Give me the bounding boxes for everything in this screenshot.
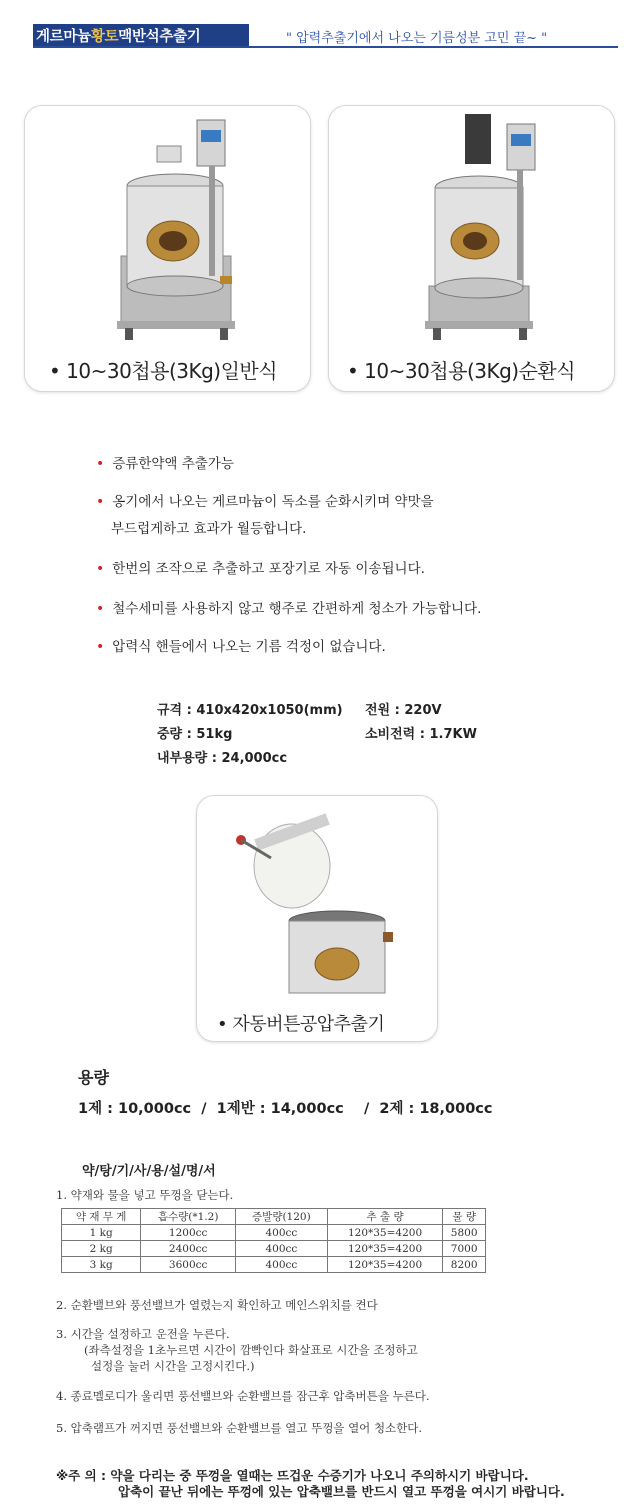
table-row — [62, 1225, 486, 1241]
table-header-row — [62, 1209, 486, 1225]
spec-size: 규격 : 410x420x1050(mm) — [157, 703, 343, 718]
feature-item — [96, 597, 481, 617]
capacity-heading: 용량 — [78, 1068, 109, 1087]
feature-item — [96, 452, 234, 472]
feature-text: 철수세미를 사용하지 않고 행주로 간편하게 청소가 가능합니다. — [112, 601, 482, 617]
table-cell: 8200 — [443, 1257, 486, 1273]
title-part-2: 맥반석추출기 — [118, 29, 201, 45]
feature-text: 압력식 핸들에서 나오는 기름 걱정이 없습니다. — [112, 639, 386, 655]
table-cell: 400cc — [236, 1257, 328, 1273]
spec-inner-capacity: 내부용량 : 24,000cc — [157, 751, 288, 766]
table-header-cell: 증발량(120) — [236, 1209, 328, 1225]
extractor-general-image — [25, 106, 310, 356]
capacity-values: 1제 : 10,000cc / 1제반 : 14,000cc / 2제 : 18,000cc — [78, 1101, 493, 1117]
manual-step-4: 4. 종료멜로디가 울리면 풍선밸브와 순환밸브를 잠근후 압축버튼을 누른다. — [56, 1389, 430, 1403]
bullet-icon: • — [96, 456, 105, 472]
header-slogan: " 압력추출기에서 나오는 기름성분 고민 끝~ " — [286, 31, 548, 46]
title-highlight: 황토 — [90, 29, 119, 45]
manual-step-3-note: 설정을 눌러 시간을 고정시킨다.) — [91, 1359, 255, 1373]
table-row — [62, 1241, 486, 1257]
manual-step-5: 5. 압축램프가 꺼지면 풍선밸브와 순환밸브를 열고 뚜껑을 열어 청소한다. — [56, 1421, 423, 1435]
table-cell: 1 kg — [62, 1225, 141, 1241]
manual-step-3-note: (좌측설정을 1초누르면 시간이 깜빡인다 화살표로 시간을 조정하고 — [84, 1343, 418, 1357]
bullet-icon: • — [96, 601, 105, 617]
product-caption-general: • 10~30첩용(3Kg)일반식 — [49, 359, 278, 383]
spec-power: 전원 : 220V — [365, 703, 442, 718]
table-cell: 7000 — [443, 1241, 486, 1257]
table-row — [62, 1257, 486, 1273]
feature-item — [96, 557, 425, 577]
table-cell: 3 kg — [62, 1257, 141, 1273]
dosage-table — [61, 1208, 486, 1273]
extractor-auto-image — [197, 796, 437, 996]
page-title — [36, 25, 201, 46]
product-card-general — [24, 105, 311, 392]
header-divider — [33, 46, 618, 48]
manual-title: 약/탕/기/사/용/설/명/서 — [82, 1164, 216, 1179]
feature-text: 한번의 조작으로 추출하고 포장기로 자동 이송됩니다. — [112, 561, 425, 577]
table-header-cell: 추 출 량 — [327, 1209, 443, 1225]
table-cell: 3600cc — [141, 1257, 236, 1273]
spec-weight: 중량 : 51kg — [157, 727, 233, 742]
product-caption-circulation: • 10~30첩용(3Kg)순환식 — [347, 359, 576, 383]
table-cell: 120*35=4200 — [327, 1241, 443, 1257]
bullet-icon: • — [96, 639, 105, 655]
table-cell: 2400cc — [141, 1241, 236, 1257]
warning-line-1: ※주 의 : 약을 다리는 중 뚜껑을 열때는 뜨겁운 수증기가 나오니 주의하시기 바랍니다. — [56, 1468, 529, 1483]
table-header-cell: 흡수량(*1.2) — [141, 1209, 236, 1225]
feature-text-continued: 부드럽게하고 효과가 월등합니다. — [111, 521, 307, 537]
table-cell: 2 kg — [62, 1241, 141, 1257]
table-cell: 5800 — [443, 1225, 486, 1241]
table-header-cell: 약 재 무 게 — [62, 1209, 141, 1225]
bullet-icon: • — [96, 494, 105, 510]
table-cell: 120*35=4200 — [327, 1225, 443, 1241]
manual-step-1: 1. 약재와 물을 넣고 뚜껑을 닫는다. — [56, 1188, 234, 1202]
table-cell: 400cc — [236, 1241, 328, 1257]
feature-text: 증류한약액 추출가능 — [112, 456, 234, 472]
bullet-icon: • — [96, 561, 105, 577]
table-cell: 400cc — [236, 1225, 328, 1241]
product-card-auto — [196, 795, 438, 1042]
manual-step-2: 2. 순환밸브와 풍선밸브가 열렸는지 확인하고 메인스위치를 켠다 — [56, 1298, 378, 1312]
warning-line-2: 압축이 끝난 뒤에는 뚜껑에 있는 압축밸브를 반드시 열고 뚜껑을 여시기 바랍니다. — [118, 1484, 565, 1499]
spec-consumption: 소비전력 : 1.7KW — [365, 727, 477, 742]
feature-item — [96, 635, 386, 655]
title-part-1: 게르마늄 — [36, 29, 91, 45]
table-header-cell: 물 량 — [443, 1209, 486, 1225]
product-card-circulation — [328, 105, 615, 392]
table-cell: 1200cc — [141, 1225, 236, 1241]
table-cell: 120*35=4200 — [327, 1257, 443, 1273]
manual-step-3: 3. 시간을 설정하고 운전을 누른다. — [56, 1327, 230, 1341]
feature-item — [96, 490, 434, 510]
feature-text: 옹기에서 나오는 게르마늄이 독소를 순화시키며 약맛을 — [112, 494, 434, 510]
product-caption-auto: • 자동버튼공압추출기 — [217, 1014, 385, 1035]
extractor-circulation-image — [329, 106, 614, 356]
